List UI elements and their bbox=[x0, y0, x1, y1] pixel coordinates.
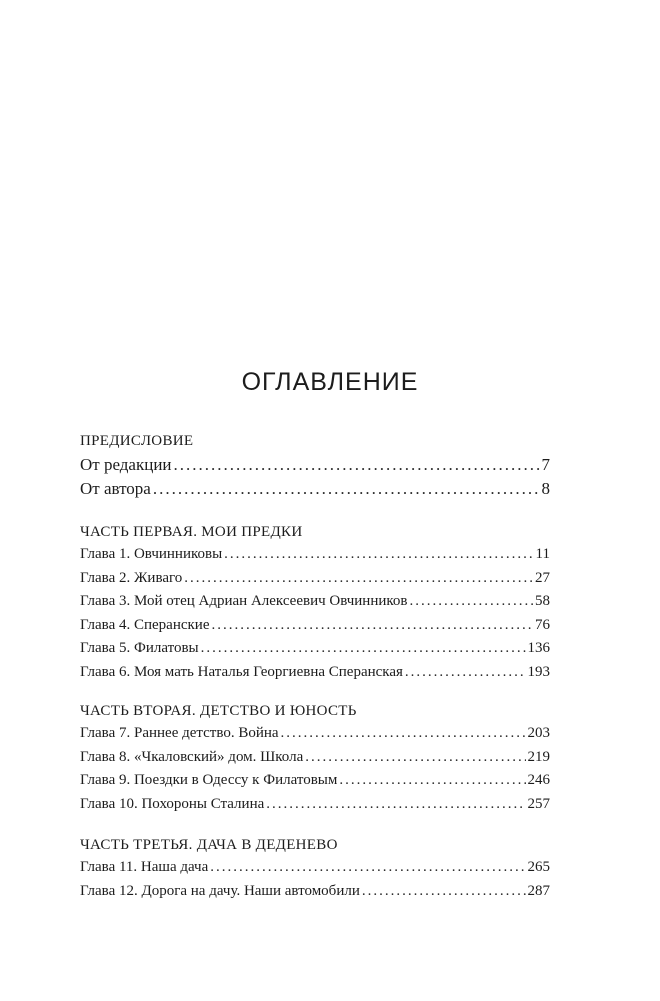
entry-page-number: 219 bbox=[527, 748, 550, 765]
entry-page-number: 265 bbox=[527, 859, 550, 875]
toc-entry bbox=[80, 661, 550, 685]
entry-title: Глава 6. Моя мать Наталья Георгиевна Сперанская bbox=[80, 663, 403, 680]
dot-leader bbox=[224, 543, 533, 567]
dot-leader bbox=[405, 661, 526, 685]
dot-leader bbox=[174, 453, 540, 477]
entry-title: Глава 5. Филатовы bbox=[80, 640, 199, 656]
dot-leader bbox=[305, 746, 525, 770]
entry-title: Глава 1. Овчинниковы bbox=[80, 546, 223, 562]
toc-section-preface bbox=[80, 430, 550, 501]
entry-page-number: 193 bbox=[527, 663, 550, 680]
dot-leader bbox=[410, 590, 534, 614]
toc-entry bbox=[80, 722, 550, 746]
toc-entry bbox=[80, 880, 550, 904]
toc-entry bbox=[80, 856, 550, 880]
entry-page-number: 27 bbox=[535, 569, 550, 586]
entry-title: Глава 9. Поездки в Одессу к Филатовым bbox=[80, 772, 338, 788]
section-heading: ЧАСТЬ ВТОРАЯ. ДЕТСТВО И ЮНОСТЬ bbox=[80, 703, 357, 719]
toc-entry bbox=[80, 590, 550, 614]
toc-section-part-3 bbox=[80, 834, 550, 903]
entry-title: От редакции bbox=[80, 455, 172, 474]
dot-leader bbox=[362, 880, 526, 904]
entry-title: Глава 8. «Чкаловский» дом. Школа bbox=[80, 748, 304, 765]
dot-leader bbox=[184, 567, 533, 591]
section-heading: ЧАСТЬ ТРЕТЬЯ. ДАЧА В ДЕДЕНЕВО bbox=[80, 837, 338, 853]
entry-page-number: 11 bbox=[535, 546, 550, 562]
entry-title: Глава 7. Раннее детство. Война bbox=[80, 725, 279, 741]
dot-leader bbox=[201, 637, 526, 661]
section-heading: ЧАСТЬ ПЕРВАЯ. МОИ ПРЕДКИ bbox=[80, 524, 303, 540]
entry-page-number: 8 bbox=[541, 479, 550, 498]
entry-page-number: 246 bbox=[527, 772, 550, 788]
entry-title: Глава 2. Живаго bbox=[80, 569, 183, 586]
toc-entry bbox=[80, 637, 550, 661]
dot-leader bbox=[339, 769, 525, 793]
dot-leader bbox=[266, 793, 525, 817]
entry-page-number: 58 bbox=[535, 593, 550, 609]
toc-entry bbox=[80, 793, 550, 817]
toc-entry bbox=[80, 477, 550, 501]
section-heading: ПРЕДИСЛОВИЕ bbox=[80, 433, 194, 449]
toc-entry bbox=[80, 567, 550, 591]
entry-page-number: 203 bbox=[527, 725, 550, 741]
entry-page-number: 257 bbox=[527, 795, 550, 812]
entry-title: Глава 10. Похороны Сталина bbox=[80, 795, 265, 812]
entry-page-number: 7 bbox=[541, 455, 550, 474]
toc-entry bbox=[80, 746, 550, 770]
entry-title: Глава 4. Сперанские bbox=[80, 616, 210, 633]
dot-leader bbox=[281, 722, 526, 746]
toc-section-part-2 bbox=[80, 700, 550, 816]
toc-entry bbox=[80, 769, 550, 793]
toc-section-part-1 bbox=[80, 521, 550, 684]
dot-leader bbox=[212, 614, 534, 638]
entry-title: Глава 12. Дорога на дачу. Наши автомобили bbox=[80, 882, 360, 899]
entry-title: Глава 11. Наша дача bbox=[80, 859, 209, 875]
entry-title: Глава 3. Мой отец Адриан Алексеевич Овчинников bbox=[80, 593, 408, 609]
toc-entry bbox=[80, 453, 550, 477]
entry-page-number: 136 bbox=[527, 640, 550, 656]
entry-page-number: 76 bbox=[535, 616, 550, 633]
entry-title: От автора bbox=[80, 479, 151, 498]
dot-leader bbox=[210, 856, 525, 880]
toc-entry bbox=[80, 614, 550, 638]
page-title: ОГЛАВЛЕНИЕ bbox=[241, 368, 419, 396]
dot-leader bbox=[153, 477, 540, 501]
entry-page-number: 287 bbox=[527, 882, 550, 899]
toc-entry bbox=[80, 543, 550, 567]
